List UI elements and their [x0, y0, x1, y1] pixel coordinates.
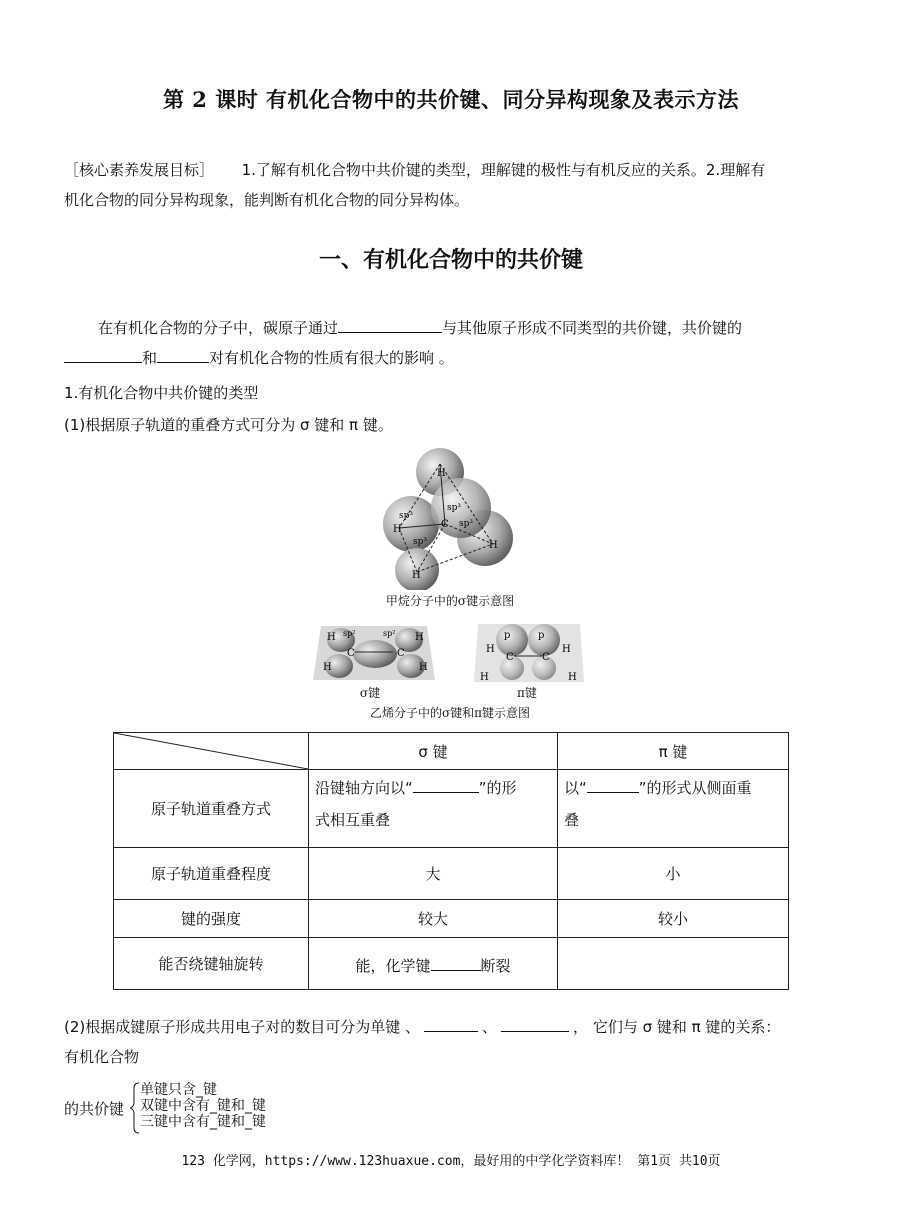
table-row — [114, 770, 789, 848]
h-label: H — [489, 540, 498, 551]
h-label: H — [486, 644, 495, 655]
table-cell-pi: 较小 — [558, 900, 789, 938]
sp3-label: sp³ — [447, 503, 461, 513]
diagonal-line — [114, 733, 308, 769]
blank-field[interactable] — [64, 344, 142, 363]
table-row-label: 原子轨道重叠程度 — [114, 848, 309, 900]
table-cell-pi: 小 — [558, 848, 789, 900]
table-corner-cell — [114, 733, 309, 770]
table-row — [114, 938, 789, 990]
h-label: H — [415, 632, 424, 643]
intro-text: 对有机化合物的性质有很大的影响 。 — [209, 349, 454, 367]
h-label: H — [327, 632, 336, 643]
p-label: p — [504, 630, 511, 641]
sp3-orbital-center — [431, 478, 491, 538]
h-label: H — [419, 662, 428, 673]
sp3-label: sp³ — [413, 537, 427, 547]
h-label: H — [412, 570, 421, 581]
table-row-label: 能否绕键轴旋转 — [114, 938, 309, 990]
ethene-pi-figure — [470, 622, 586, 684]
list-item: 三键中含有_键和_键 — [140, 1114, 266, 1130]
sp2-label: sp² — [383, 629, 396, 638]
h-label: H — [393, 524, 402, 535]
h-orbital-bottom — [395, 548, 439, 590]
objectives-text-2: 机化合物的同分异构现象，能判断有机化合物的同分异构体。 — [64, 191, 470, 209]
cell-text: ”的形 — [478, 779, 517, 797]
table-cell-pi — [558, 770, 789, 848]
subheading-1: 1.有机化合物中共价键的类型 — [64, 384, 259, 402]
cell-text: 以“ — [564, 779, 587, 797]
para-text: 有机化合物 — [64, 1048, 140, 1066]
methane-sigma-figure — [375, 448, 525, 590]
c-label: C — [506, 652, 514, 663]
h-label: H — [323, 662, 332, 673]
table-cell-sigma: 大 — [309, 848, 558, 900]
page-footer: 123 化学网，https://www.123huaxue.com，最好用的中学化学资料库！ 第1页 共10页 — [181, 1154, 721, 1169]
table-cell-sigma — [309, 938, 558, 990]
subheading-1-2 — [64, 1012, 854, 1072]
blank-field[interactable] — [157, 344, 209, 363]
table-row-label: 键的强度 — [114, 900, 309, 938]
methane-caption: 甲烷分子中的σ键示意图 — [385, 594, 515, 608]
cell-text: ”的形式从侧面重 — [638, 779, 752, 797]
table-row — [114, 848, 789, 900]
list-item: 双键中含有_键和_键 — [140, 1098, 266, 1114]
table-cell-sigma: 较大 — [309, 900, 558, 938]
h-label: H — [437, 468, 446, 479]
h-label: H — [480, 672, 489, 683]
table-cell-sigma — [309, 770, 558, 848]
subheading-1-1: (1)根据原子轨道的重叠方式可分为 σ 键和 π 键。 — [64, 416, 393, 434]
blank-field[interactable] — [501, 1013, 569, 1032]
c-label: C — [542, 652, 550, 663]
table-header-pi: π 键 — [558, 733, 789, 770]
p-label: p — [538, 630, 545, 641]
table-header-row — [114, 733, 789, 770]
intro-text: 在有机化合物的分子中，碳原子通过 — [98, 319, 339, 337]
cell-text: 叠 — [564, 811, 580, 829]
c-label: C — [441, 519, 449, 530]
bond-lead-text: 的共价键 — [64, 1100, 125, 1118]
objectives — [64, 155, 844, 215]
para-text: 、 — [482, 1018, 498, 1036]
cell-text: 断裂 — [480, 956, 511, 975]
intro-text: 和 — [142, 349, 158, 367]
blank-field[interactable] — [587, 774, 639, 793]
h-label: H — [568, 672, 577, 683]
para-text: ， 它们与 σ 键和 π 键的关系： — [573, 1018, 781, 1036]
section-heading: 一、有机化合物中的共价键 — [318, 247, 583, 273]
h-label: H — [562, 644, 571, 655]
blank-field[interactable] — [424, 1013, 478, 1032]
page-title: 第 2 课时 有机化合物中的共价键、同分异构现象及表示方法 — [162, 87, 740, 112]
pi-label: π键 — [517, 686, 537, 700]
table-row-label: 原子轨道重叠方式 — [114, 770, 309, 848]
cell-text: 能，化学键 — [355, 956, 431, 975]
cell-text: 式相互重叠 — [315, 811, 391, 829]
objectives-label: ［核心素养发展目标］ — [64, 161, 215, 179]
cell-text: 沿键轴方向以“ — [315, 779, 413, 797]
sp2-label: sp² — [343, 629, 356, 638]
sigma-label: σ键 — [359, 686, 381, 700]
table-row — [114, 900, 789, 938]
bond-list — [140, 1082, 266, 1130]
objectives-text-1: 1.了解有机化合物中共价键的类型，理解键的极性与有机反应的关系。2.理解有 — [241, 161, 766, 179]
brace-icon — [130, 1082, 140, 1134]
table-cell-pi — [558, 938, 789, 990]
ethene-sigma-figure — [311, 622, 437, 684]
c-label: C — [347, 648, 355, 659]
intro-paragraph — [64, 313, 844, 373]
list-item: 单键只含_键 — [140, 1082, 217, 1098]
blank-field[interactable] — [431, 952, 481, 971]
bond-comparison-table — [113, 732, 789, 990]
table-header-sigma: σ 键 — [309, 733, 558, 770]
intro-text: 与其他原子形成不同类型的共价键，共价键的 — [442, 319, 743, 337]
sp3-orbital-left — [383, 496, 439, 552]
blank-field[interactable] — [338, 314, 442, 333]
c-label: C — [397, 648, 405, 659]
blank-field[interactable] — [413, 774, 479, 793]
sp3-label: sp³ — [399, 511, 413, 521]
para-text: (2)根据成键原子形成共用电子对的数目可分为单键 、 — [64, 1018, 421, 1036]
ethene-caption: 乙烯分子中的σ键和π键示意图 — [369, 706, 531, 720]
sp3-label: sp³ — [459, 519, 473, 529]
